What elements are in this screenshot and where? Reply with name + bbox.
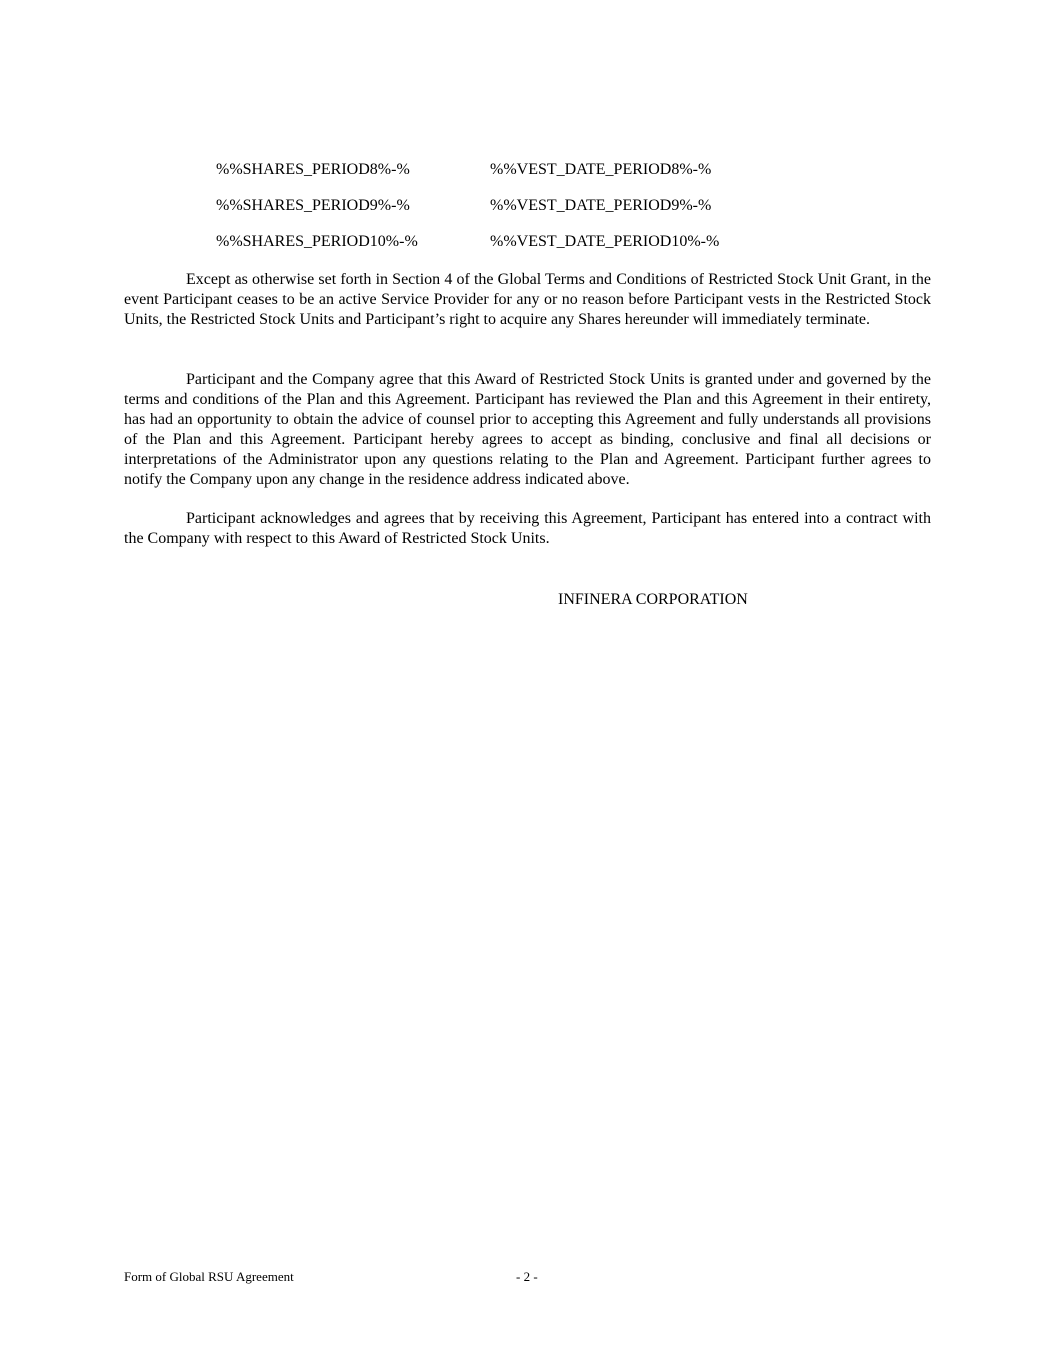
vesting-date: %%VEST_DATE_PERIOD8%-% [490, 161, 712, 178]
vesting-shares: %%SHARES_PERIOD10%-% [216, 233, 418, 250]
agreement-paragraph: Participant and the Company agree that this Award of Restricted Stock Units is granted under and governed by the terms and conditions of the Plan and this Agreement. Participant has reviewed the Plan and this Agreement in their entirety, has had an opportunity to obtain the advice of counsel prior to accepting this Agreement and fully understands all provisions of the Plan and this Agreement. Participant hereby agrees to accept as binding, conclusive and final all decisions or interpretations of the Administrator upon any questions relating to the Plan and Agreement. Participant further agrees to notify the Company upon any change in the residence address indicated above. [124, 371, 931, 488]
footer-page-number: - 2 - [516, 1269, 538, 1284]
vesting-shares: %%SHARES_PERIOD8%-% [216, 161, 410, 178]
footer-document-title: Form of Global RSU Agreement [124, 1269, 294, 1284]
vesting-shares: %%SHARES_PERIOD9%-% [216, 197, 410, 214]
acknowledgment-paragraph: Participant acknowledges and agrees that by receiving this Agreement, Participant has entered into a contract with the Company with respect to this Award of Restricted Stock Units. [124, 510, 931, 547]
termination-paragraph: Except as otherwise set forth in Section 4 of the Global Terms and Conditions of Restricted Stock Unit Grant, in the event Participant ceases to be an active Service Provider for any or no reason before Participant vests in the Restricted Stock Units, the Restricted Stock Units and Participant’s right to acquire any Shares hereunder will immediately terminate. [124, 271, 931, 328]
vesting-date: %%VEST_DATE_PERIOD10%-% [490, 233, 720, 250]
vesting-date: %%VEST_DATE_PERIOD9%-% [490, 197, 712, 214]
company-signature-name: INFINERA CORPORATION [558, 591, 748, 608]
